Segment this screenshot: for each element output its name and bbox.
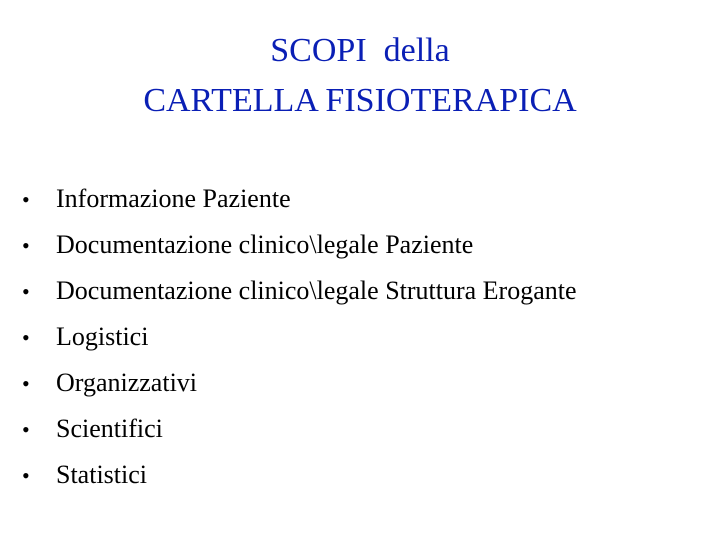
bullet-icon: • xyxy=(22,325,30,350)
list-item xyxy=(22,314,577,360)
bullet-icon: • xyxy=(22,371,30,396)
bullet-list xyxy=(22,176,577,498)
bullet-icon: • xyxy=(22,417,30,442)
list-item xyxy=(22,406,577,452)
list-item xyxy=(22,222,577,268)
list-item-text: Scientifici xyxy=(56,414,163,443)
bullet-icon: • xyxy=(22,463,30,488)
list-item-text: Documentazione clinico\legale Paziente xyxy=(56,230,474,259)
list-item-text: Organizzativi xyxy=(56,368,198,397)
title-line-2: CARTELLA FISIOTERAPICA xyxy=(143,82,577,119)
list-item-text: Informazione Paziente xyxy=(56,184,291,213)
list-item-text: Statistici xyxy=(56,460,147,489)
list-item xyxy=(22,452,577,498)
slide-title xyxy=(0,26,720,126)
list-item xyxy=(22,176,577,222)
list-item-text: Documentazione clinico\legale Struttura Erogante xyxy=(56,276,577,305)
list-item-text: Logistici xyxy=(56,322,149,351)
bullet-icon: • xyxy=(22,233,30,258)
list-item xyxy=(22,268,577,314)
title-line-1: SCOPI della xyxy=(270,32,450,69)
bullet-icon: • xyxy=(22,187,30,212)
bullet-icon: • xyxy=(22,279,30,304)
list-item xyxy=(22,360,577,406)
